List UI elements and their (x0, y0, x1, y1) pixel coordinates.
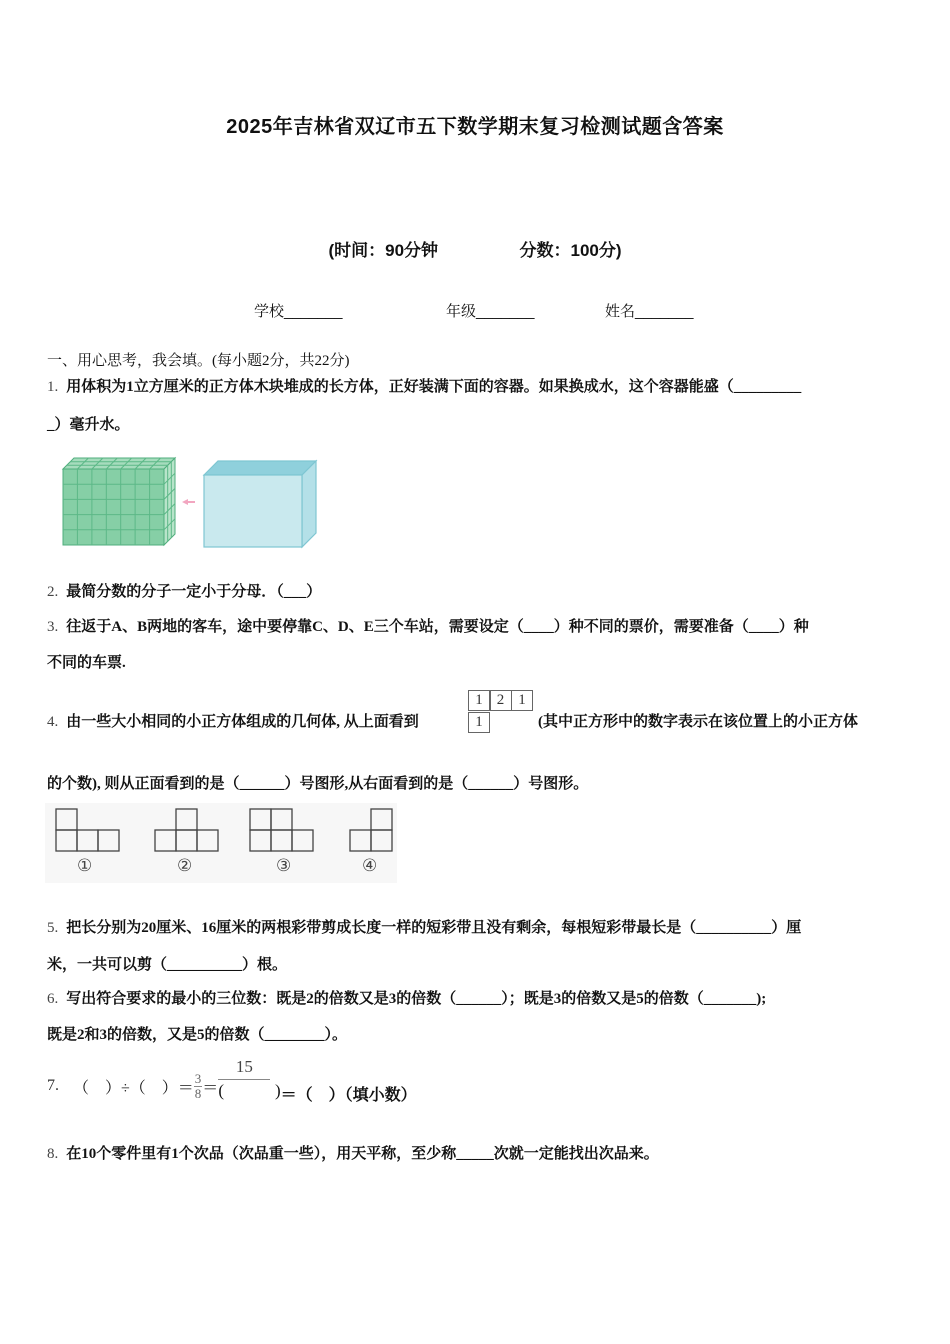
question-text-a: （ ）÷（ ）＝ (73, 1079, 194, 1097)
fraction-3-8: $\frac{3}{8}$ (194, 1070, 202, 1101)
question-1 (47, 376, 801, 398)
section-heading: 一、用心思考，我会填。(每小题2分，共22分) (47, 353, 350, 369)
option-1-label: ① (77, 856, 93, 875)
question-number: 4. (47, 714, 59, 730)
option-4-shape (350, 809, 392, 851)
question-text: 用体积为1立方厘米的正方体木块堆成的长方体，正好装满下面的容器。如果换成水，这个容器能盛（_________ (66, 379, 802, 395)
top-view-cell: 1 (511, 690, 533, 711)
question-8 (47, 1143, 659, 1165)
option-2-label: ② (177, 856, 193, 875)
top-view-cell: 1 (468, 690, 490, 711)
question-5-continued: 米，一共可以剪（__________）根。 (47, 957, 288, 973)
question-3-continued: 不同的车票. (47, 655, 126, 671)
grade-field[interactable] (446, 300, 534, 321)
grade-label: 年级 (446, 303, 477, 320)
cube-stack-icon (60, 455, 330, 555)
name-field[interactable] (605, 300, 693, 321)
question-2 (47, 581, 321, 603)
question-number: 6. (47, 991, 59, 1007)
equals-sign: ＝ (202, 1079, 219, 1097)
school-label: 学校 (254, 303, 285, 320)
question-text: 往返于A、B两地的客车，途中要停靠C、D、E三个车站，需要设定（____）种不同的票价，需要准备（____）种 (66, 619, 809, 635)
cuboid-and-container-figure (60, 455, 330, 555)
question-6-continued: 既是2和3的倍数，又是5的倍数（________）。 (47, 1027, 348, 1043)
question-text: 写出符合要求的最小的三位数：既是2的倍数又是3的倍数（______）；既是3的倍数又是5的倍数（_______); (66, 991, 767, 1007)
question-number: 3. (47, 619, 59, 635)
question-4-continued: 的个数), 则从正面看到的是（______）号图形,从右面看到的是（______）号图形。 (47, 776, 589, 792)
question-4 (47, 711, 419, 733)
option-2-shape (155, 809, 218, 851)
question-text: 由一些大小相同的小正方体组成的几何体, 从上面看到 (66, 714, 419, 730)
top-view-cell: 1 (468, 712, 490, 733)
fraction-15-blank: $\frac{15}{( )}$ (218, 1056, 281, 1100)
question-1-continued: _）毫升水。 (47, 417, 130, 433)
question-6 (47, 988, 766, 1010)
question-3 (47, 616, 809, 638)
option-4-label: ④ (362, 856, 378, 875)
school-blank[interactable]: _______ (284, 303, 343, 320)
question-number: 7. (47, 1077, 59, 1094)
page-title: 2025年吉林省双辽市五下数学期末复习检测试题含答案 (226, 116, 724, 138)
question-4-text-b: (其中正方形中的数字表示在该位置上的小正方体 (538, 714, 858, 730)
question-7 (47, 1058, 417, 1114)
name-blank[interactable]: _______ (635, 303, 694, 320)
question-text: 在10个零件里有1个次品（次品重一些），用天平称，至少称_____次就一定能找出次品来。 (66, 1146, 659, 1162)
option-3-shape (250, 809, 313, 851)
question-text-b: ＝（ ）（填小数） (280, 1086, 417, 1104)
option-3-label: ③ (276, 856, 292, 875)
score-label: 分数：100分) (519, 241, 622, 260)
top-view-cell: 2 (490, 690, 512, 711)
time-label: (时间：90分钟 (328, 241, 439, 260)
view-options-figure (45, 803, 397, 883)
question-number: 5. (47, 920, 59, 936)
top-view-figure (466, 687, 538, 737)
school-field[interactable] (254, 300, 342, 321)
grade-blank[interactable]: _______ (476, 303, 535, 320)
option-1-shape (56, 809, 119, 851)
question-number: 2. (47, 584, 59, 600)
exam-meta (0, 236, 950, 261)
arrow-icon (182, 499, 195, 505)
question-text: 把长分别为20厘米、16厘米的两根彩带剪成长度一样的短彩带且没有剩余，每根短彩带最长是（__________）厘 (66, 920, 802, 936)
question-number: 1. (47, 379, 59, 395)
question-text: 最简分数的分子一定小于分母．（___） (66, 584, 322, 600)
name-label: 姓名 (605, 303, 636, 320)
question-number: 8. (47, 1146, 59, 1162)
question-5 (47, 917, 801, 939)
